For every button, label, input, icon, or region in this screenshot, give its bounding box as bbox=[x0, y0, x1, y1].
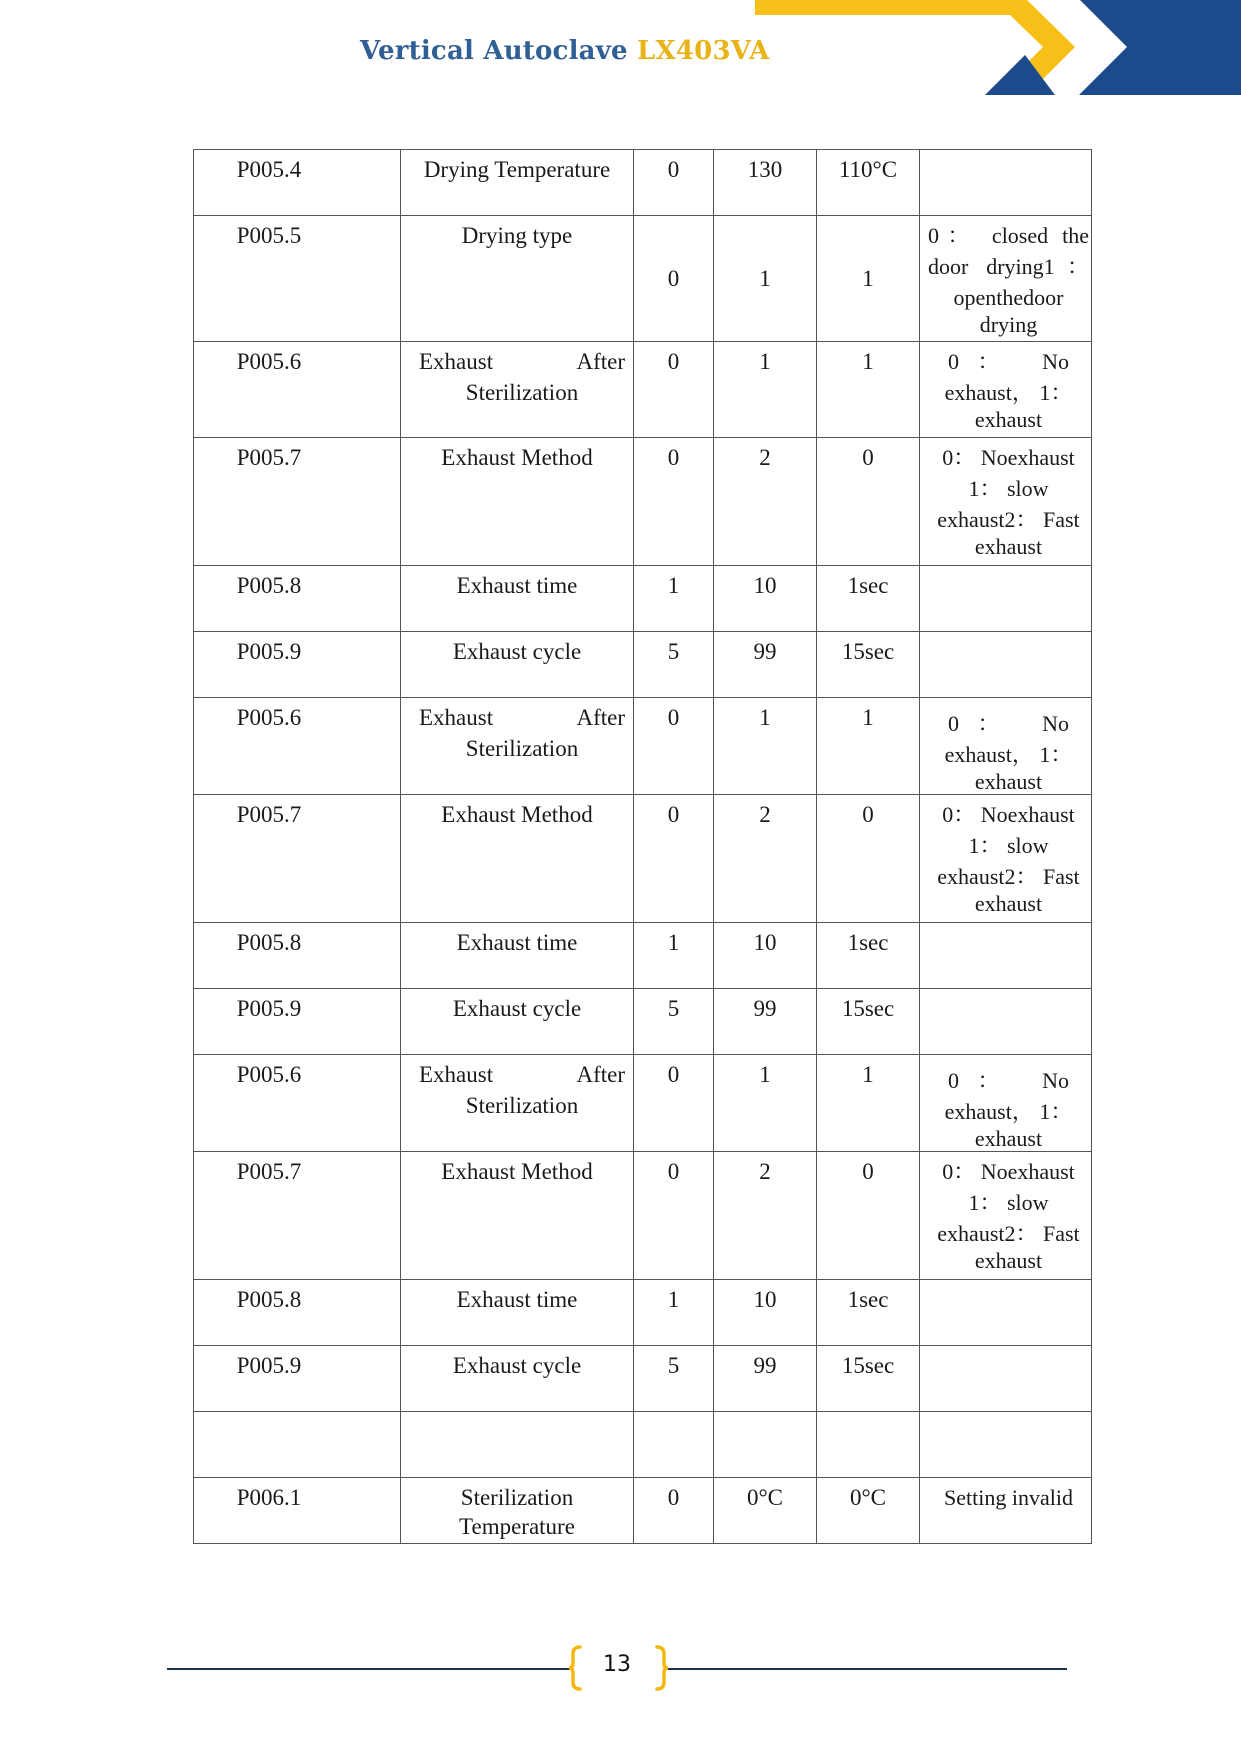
footer-divider-left bbox=[167, 1668, 570, 1670]
param-note bbox=[920, 1152, 1092, 1280]
param-min: 1 bbox=[634, 1280, 714, 1346]
param-min: 0 bbox=[634, 698, 714, 795]
param-name: Drying Temperature bbox=[401, 150, 634, 216]
table-row bbox=[194, 1346, 1092, 1412]
param-default: 15sec bbox=[817, 989, 920, 1055]
note-line: 0： No bbox=[948, 349, 1069, 374]
param-note: Setting invalid bbox=[920, 1478, 1092, 1544]
param-max: 10 bbox=[714, 566, 817, 632]
param-default: 15sec bbox=[817, 1346, 920, 1412]
param-default: 1sec bbox=[817, 1280, 920, 1346]
note-line: exhaust， 1： bbox=[944, 742, 1073, 767]
param-max: 2 bbox=[714, 795, 817, 923]
param-max: 99 bbox=[714, 989, 817, 1055]
param-min: 5 bbox=[634, 989, 714, 1055]
param-max: 1 bbox=[714, 342, 817, 438]
param-name: Exhaust cycle bbox=[401, 632, 634, 698]
param-note bbox=[920, 989, 1092, 1055]
note-line: exhaust bbox=[974, 1126, 1043, 1151]
table-row bbox=[194, 566, 1092, 632]
table-row bbox=[194, 795, 1092, 923]
model-number: LX403VA bbox=[637, 36, 770, 66]
param-code: P005.7 bbox=[194, 1152, 401, 1280]
param-code: P005.7 bbox=[194, 438, 401, 566]
param-min: 1 bbox=[634, 923, 714, 989]
note-line: 0： Noexhaust bbox=[942, 445, 1075, 470]
param-name: Exhaust Method bbox=[401, 795, 634, 923]
param-code: P005.5 bbox=[194, 216, 401, 342]
param-name-word: Exhaust bbox=[419, 349, 494, 374]
param-name-word: After bbox=[576, 349, 625, 374]
param-note bbox=[920, 1412, 1092, 1478]
param-code: P006.1 bbox=[194, 1478, 401, 1544]
note-line: 0： closed the bbox=[928, 223, 1089, 248]
page-number: 13 bbox=[603, 1652, 631, 1677]
param-name: Drying type bbox=[401, 216, 634, 342]
param-min: 0 bbox=[634, 342, 714, 438]
param-min: 5 bbox=[634, 632, 714, 698]
param-code: P005.7 bbox=[194, 795, 401, 923]
param-min bbox=[634, 1412, 714, 1478]
param-code: P005.8 bbox=[194, 566, 401, 632]
param-default bbox=[817, 1412, 920, 1478]
table-row bbox=[194, 632, 1092, 698]
note-line: 1： slow bbox=[968, 476, 1049, 501]
param-name-line: Temperature bbox=[459, 1514, 575, 1539]
param-name-line: Sterilization bbox=[460, 1485, 574, 1510]
note-line: 1： slow bbox=[968, 833, 1049, 858]
corner-decoration bbox=[755, 0, 1241, 95]
param-code bbox=[194, 1412, 401, 1478]
param-min: 1 bbox=[634, 566, 714, 632]
note-line: 0： Noexhaust bbox=[942, 802, 1075, 827]
param-max bbox=[714, 1412, 817, 1478]
param-min: 0 bbox=[634, 795, 714, 923]
table-row bbox=[194, 698, 1092, 795]
param-name bbox=[401, 342, 634, 438]
param-name: Exhaust cycle bbox=[401, 1346, 634, 1412]
table-row bbox=[194, 438, 1092, 566]
param-name bbox=[401, 1478, 634, 1544]
param-min: 0 bbox=[634, 150, 714, 216]
note-line: exhaust2： Fast bbox=[937, 1221, 1080, 1246]
note-line: exhaust bbox=[974, 407, 1043, 432]
note-line: drying bbox=[979, 312, 1038, 337]
table-row bbox=[194, 1152, 1092, 1280]
param-note bbox=[920, 1055, 1092, 1152]
param-name: Exhaust time bbox=[401, 566, 634, 632]
note-line: exhaust bbox=[974, 1248, 1043, 1273]
param-max: 2 bbox=[714, 438, 817, 566]
param-name-line: Sterilization bbox=[465, 736, 579, 761]
param-name: Exhaust time bbox=[401, 1280, 634, 1346]
param-note bbox=[920, 1346, 1092, 1412]
param-name bbox=[401, 1055, 634, 1152]
param-name bbox=[401, 1412, 634, 1478]
table-row bbox=[194, 216, 1092, 342]
param-name-line: Sterilization bbox=[465, 1093, 579, 1118]
table-row bbox=[194, 1478, 1092, 1544]
left-brace-icon bbox=[568, 1645, 582, 1691]
parameter-table bbox=[193, 149, 1092, 1544]
param-code: P005.6 bbox=[194, 1055, 401, 1152]
param-name: Exhaust Method bbox=[401, 1152, 634, 1280]
param-note bbox=[920, 566, 1092, 632]
document-title bbox=[360, 36, 770, 66]
param-name: Exhaust Method bbox=[401, 438, 634, 566]
param-default: 1sec bbox=[817, 923, 920, 989]
param-min: 5 bbox=[634, 1346, 714, 1412]
param-default: 1 bbox=[817, 342, 920, 438]
param-name: Exhaust cycle bbox=[401, 989, 634, 1055]
param-max: 10 bbox=[714, 923, 817, 989]
param-note bbox=[920, 216, 1092, 342]
table-row bbox=[194, 923, 1092, 989]
param-note bbox=[920, 438, 1092, 566]
param-min: 0 bbox=[634, 216, 714, 342]
table-row bbox=[194, 342, 1092, 438]
param-max: 2 bbox=[714, 1152, 817, 1280]
param-code: P005.4 bbox=[194, 150, 401, 216]
param-code: P005.6 bbox=[194, 698, 401, 795]
param-note bbox=[920, 150, 1092, 216]
param-default: 1 bbox=[817, 1055, 920, 1152]
param-max: 99 bbox=[714, 1346, 817, 1412]
document-title-text: Vertical Autoclave bbox=[360, 36, 628, 66]
param-note bbox=[920, 795, 1092, 923]
note-line: exhaust2： Fast bbox=[937, 507, 1080, 532]
param-note bbox=[920, 342, 1092, 438]
param-default: 0 bbox=[817, 1152, 920, 1280]
note-line: openthedoor bbox=[953, 285, 1064, 310]
param-min: 0 bbox=[634, 1152, 714, 1280]
note-line: 1： slow bbox=[968, 1190, 1049, 1215]
param-max: 0°C bbox=[714, 1478, 817, 1544]
table-row bbox=[194, 150, 1092, 216]
param-name-word: After bbox=[576, 1062, 625, 1087]
right-brace-icon bbox=[655, 1645, 669, 1691]
param-note bbox=[920, 923, 1092, 989]
param-default: 0 bbox=[817, 795, 920, 923]
param-name-word: After bbox=[576, 705, 625, 730]
note-line: 0： Noexhaust bbox=[942, 1159, 1075, 1184]
param-default: 1 bbox=[817, 216, 920, 342]
note-line: exhaust， 1： bbox=[944, 380, 1073, 405]
table-row bbox=[194, 1280, 1092, 1346]
param-name-word: Exhaust bbox=[419, 1062, 494, 1087]
table-row bbox=[194, 989, 1092, 1055]
param-name bbox=[401, 698, 634, 795]
param-code: P005.9 bbox=[194, 989, 401, 1055]
param-max: 1 bbox=[714, 698, 817, 795]
param-max: 1 bbox=[714, 216, 817, 342]
param-max: 10 bbox=[714, 1280, 817, 1346]
param-min: 0 bbox=[634, 438, 714, 566]
param-max: 1 bbox=[714, 1055, 817, 1152]
param-min: 0 bbox=[634, 1478, 714, 1544]
param-name: Exhaust time bbox=[401, 923, 634, 989]
param-code: P005.8 bbox=[194, 1280, 401, 1346]
note-line: exhaust bbox=[974, 891, 1043, 916]
param-note bbox=[920, 632, 1092, 698]
param-default: 0°C bbox=[817, 1478, 920, 1544]
param-code: P005.6 bbox=[194, 342, 401, 438]
param-note bbox=[920, 1280, 1092, 1346]
note-line: exhaust bbox=[974, 769, 1043, 794]
note-line: exhaust， 1： bbox=[944, 1099, 1073, 1124]
table-row bbox=[194, 1055, 1092, 1152]
note-line: 0： No bbox=[948, 711, 1069, 736]
param-name-word: Exhaust bbox=[419, 705, 494, 730]
param-code: P005.9 bbox=[194, 632, 401, 698]
note-line: 0： No bbox=[948, 1068, 1069, 1093]
param-default: 1sec bbox=[817, 566, 920, 632]
table-row-empty bbox=[194, 1412, 1092, 1478]
note-line: exhaust bbox=[974, 534, 1043, 559]
note-line: door drying1： bbox=[928, 254, 1089, 279]
note-line: exhaust2： Fast bbox=[937, 864, 1080, 889]
param-default: 110°C bbox=[817, 150, 920, 216]
param-default: 0 bbox=[817, 438, 920, 566]
param-note bbox=[920, 698, 1092, 795]
footer-divider-right bbox=[664, 1668, 1067, 1670]
param-code: P005.9 bbox=[194, 1346, 401, 1412]
param-name-line: Sterilization bbox=[465, 380, 579, 405]
param-min: 0 bbox=[634, 1055, 714, 1152]
param-default: 15sec bbox=[817, 632, 920, 698]
param-code: P005.8 bbox=[194, 923, 401, 989]
param-default: 1 bbox=[817, 698, 920, 795]
param-max: 130 bbox=[714, 150, 817, 216]
param-max: 99 bbox=[714, 632, 817, 698]
